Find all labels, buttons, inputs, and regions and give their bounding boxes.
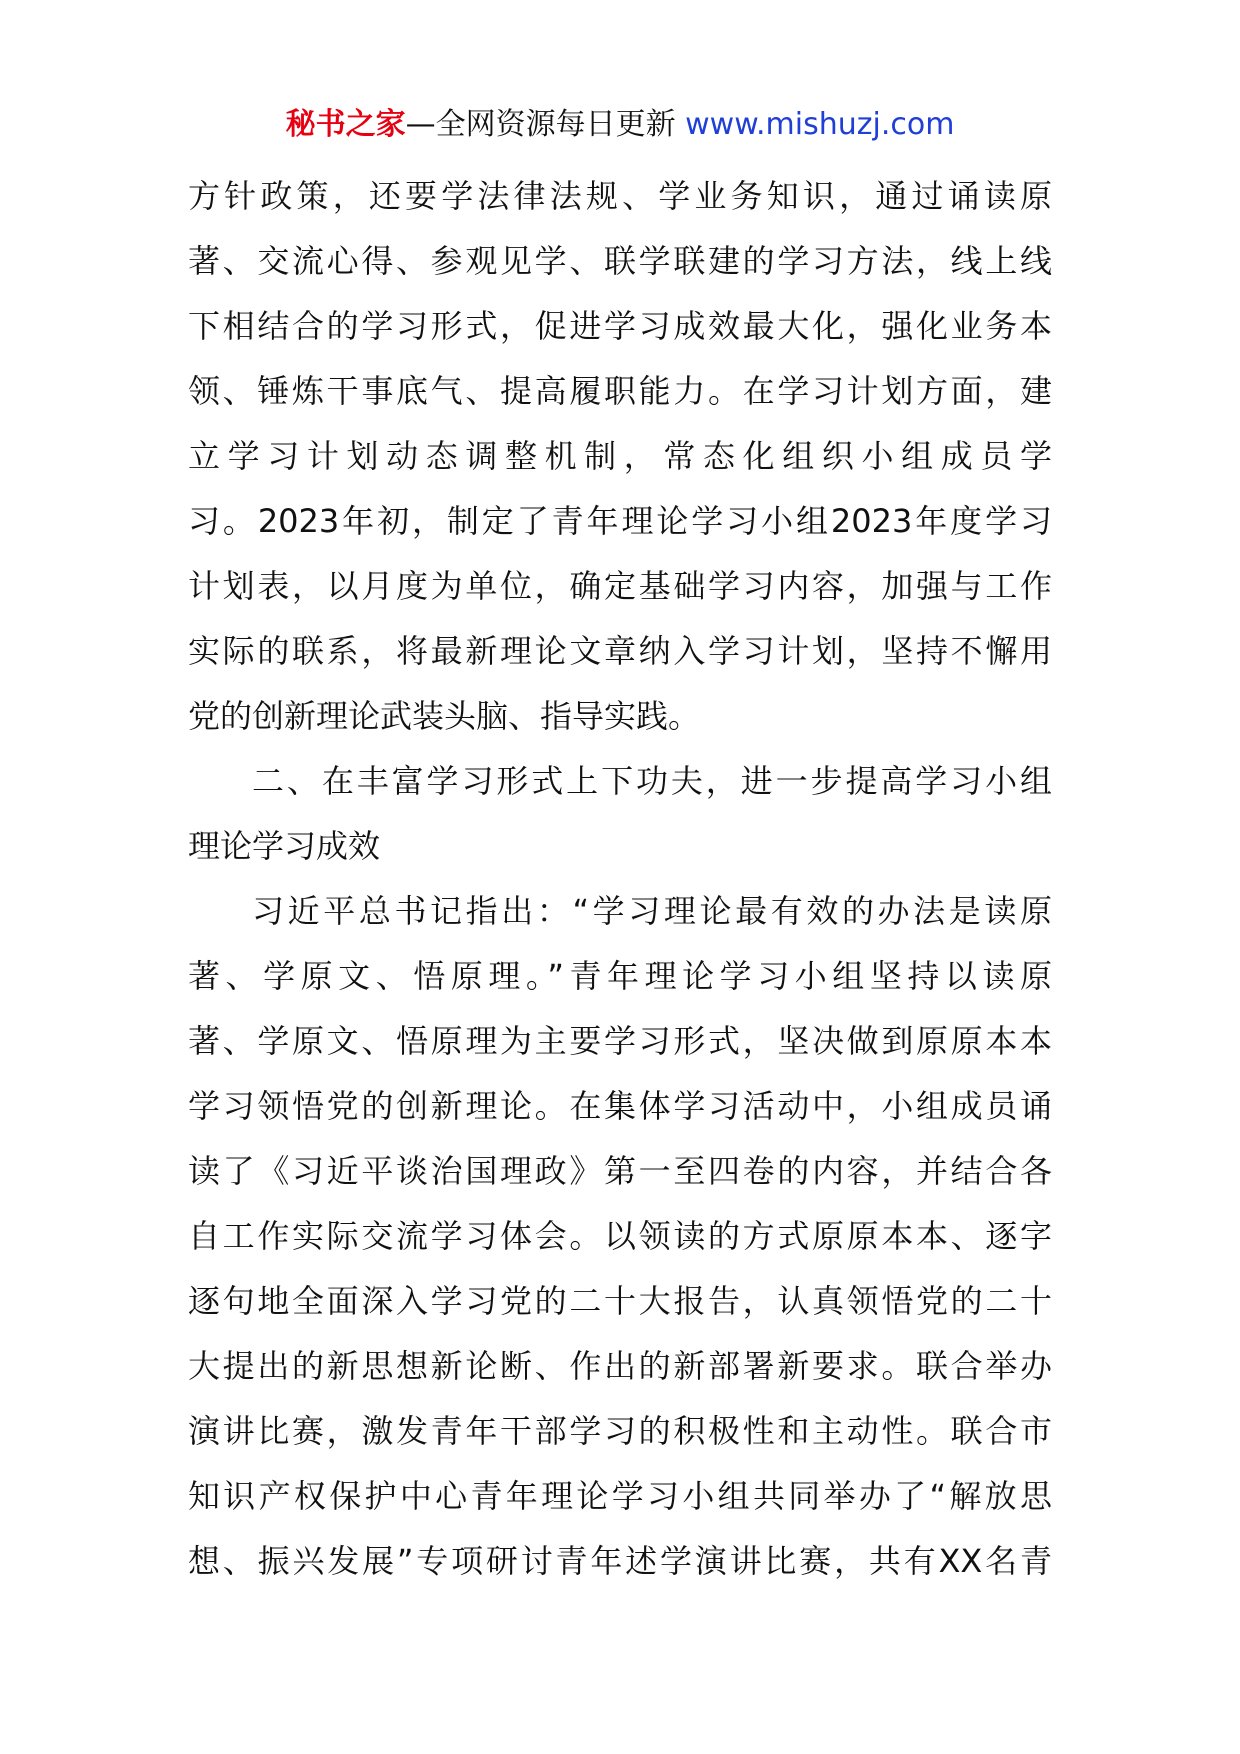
section-heading-line: 二、在丰富学习形式上下功夫，进一步提高学习小组 bbox=[252, 762, 1052, 800]
paragraph-line: 实际的联系，将最新理论文章纳入学习计划，坚持不懈用 bbox=[188, 632, 1052, 670]
paragraph-line: 读了《习近平谈治国理政》第一至四卷的内容，并结合各 bbox=[188, 1152, 1052, 1190]
paragraph-line: 知识产权保护中心青年理论学习小组共同举办了“解放思 bbox=[188, 1477, 1052, 1515]
paragraph-line: 自工作实际交流学习体会。以领读的方式原原本本、逐字 bbox=[188, 1217, 1052, 1255]
paragraph-line: 下相结合的学习形式，促进学习成效最大化，强化业务本 bbox=[188, 307, 1052, 345]
paragraph-line: 著、交流心得、参观见学、联学联建的学习方法，线上线 bbox=[188, 242, 1052, 280]
document-body bbox=[188, 164, 1052, 1594]
paragraph-line: 学习领悟党的创新理论。在集体学习活动中，小组成员诵 bbox=[188, 1087, 1052, 1125]
paragraph-line: 大提出的新思想新论断、作出的新部署新要求。联合举办 bbox=[188, 1347, 1052, 1385]
paragraph-line: 著、学原文、悟原理。”青年理论学习小组坚持以读原 bbox=[188, 957, 1052, 995]
paragraph-line: 方针政策，还要学法律法规、学业务知识，通过诵读原 bbox=[188, 177, 1052, 215]
paragraph-line: 立学习计划动态调整机制，常态化组织小组成员学 bbox=[188, 437, 1052, 475]
page-header bbox=[0, 103, 1240, 147]
paragraph-line: 领、锤炼干事底气、提高履职能力。在学习计划方面，建 bbox=[188, 372, 1052, 410]
paragraph-line: 党的创新理论武装头脑、指导实践。 bbox=[188, 697, 701, 735]
paragraph-line: 习。2023年初，制定了青年理论学习小组2023年度学习 bbox=[188, 502, 1052, 540]
section-heading-line: 理论学习成效 bbox=[188, 827, 381, 865]
paragraph-line: 计划表，以月度为单位，确定基础学习内容，加强与工作 bbox=[188, 567, 1052, 605]
paragraph-line: 著、学原文、悟原理为主要学习形式，坚决做到原原本本 bbox=[188, 1022, 1052, 1060]
header-brand: 秘书之家 bbox=[285, 107, 406, 142]
paragraph-line: 习近平总书记指出：“学习理论最有效的办法是读原 bbox=[252, 892, 1052, 930]
paragraph-line: 想、振兴发展”专项研讨青年述学演讲比赛，共有XX名青 bbox=[188, 1542, 1052, 1580]
paragraph-line: 演讲比赛，激发青年干部学习的积极性和主动性。联合市 bbox=[188, 1412, 1052, 1450]
header-tagline: —全网资源每日更新 bbox=[405, 107, 676, 142]
header-url[interactable]: www.mishuzj.com bbox=[685, 107, 955, 142]
paragraph-line: 逐句地全面深入学习党的二十大报告，认真领悟党的二十 bbox=[188, 1282, 1052, 1320]
